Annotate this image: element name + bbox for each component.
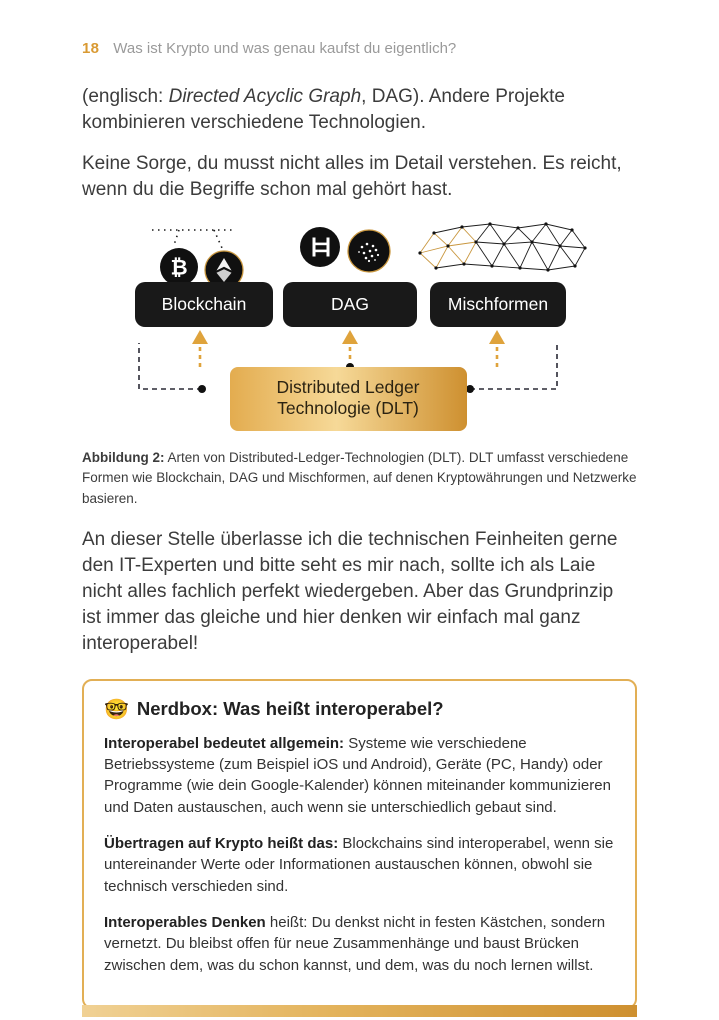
bitcoin-icon <box>160 248 198 286</box>
nerdbox-item-lead: Interoperables Denken <box>104 913 266 931</box>
svg-text:Blockchain: Blockchain <box>161 294 247 315</box>
dag-box <box>283 282 417 327</box>
figure-caption <box>82 448 637 509</box>
dlt-diagram <box>82 217 637 442</box>
paragraph-dag-italic: Directed Acyclic Graph <box>168 86 362 107</box>
page-footer-bar <box>82 1005 637 1017</box>
figure-caption-label: Abbildung 2: <box>82 450 165 466</box>
hedera-icon <box>300 227 340 267</box>
paragraph-interoperabel: An dieser Stelle überlasse ich die technischen Feinheiten gerne den IT-Experten und bitte seht es mir nach, sollte ich als Laie nicht alles fachlich perfekt wiedergeben. Aber das Grundprinzip ist immer das gleiche und hier denken wir einfach mal ganz interoperabel! <box>82 528 618 654</box>
mesh-network-icon <box>418 222 586 271</box>
nerdbox-item-text: Blockchains sind interoperabel, wenn sie untereinander Werte oder Informationen austauschen können, obwohl sie technisch verschieden sind. <box>104 835 614 895</box>
iota-icon <box>348 230 390 272</box>
svg-text:Technologie (DLT): Technologie (DLT) <box>277 398 419 419</box>
paragraph-dag <box>82 84 637 136</box>
page-header <box>82 40 637 57</box>
gold-arrows <box>192 330 505 367</box>
blockchain-box <box>135 282 273 327</box>
nerdbox-item-lead: Interoperabel bedeutet allgemein: <box>104 734 345 752</box>
nerdbox-item <box>104 733 615 818</box>
svg-text:Distributed Ledger: Distributed Ledger <box>276 377 420 398</box>
dotted-decoration <box>152 230 234 248</box>
nerdbox <box>82 679 637 1009</box>
nerdbox-item-lead: Übertragen auf Krypto heißt das: <box>104 835 339 853</box>
nerdbox-item-text: Systeme wie verschiedene Betriebssysteme (zum Beispiel iOS und Android), Geräte (PC, Handy) oder Programme (wie dein Google-Kalender) können miteinander kommunizieren und Daten austauschen, auch wenn sie unterschiedlich gebaut sind. <box>104 734 611 816</box>
nerdbox-item <box>104 833 615 897</box>
mischformen-box <box>430 282 566 327</box>
paragraph-keine-sorge: Keine Sorge, du musst nicht alles im Detail verstehen. Es reicht, wenn du die Begriffe schon mal gehört hast. <box>82 153 622 201</box>
nerdbox-item-text: heißt: Du denkst nicht in festen Kästchen, sondern vernetzt. Du bleibst offen für neue Zusammenhänge und baust Brücken zwischen dem, was du schon kannst, und dem, was du noch lernen willst. <box>104 913 606 974</box>
svg-text:DAG: DAG <box>331 294 369 315</box>
dlt-box <box>230 367 467 431</box>
nerdbox-title: Nerdbox: Was heißt interoperabel? <box>136 698 444 720</box>
paragraph-dag-pre: (englisch: <box>82 86 169 107</box>
nerdbox-item <box>104 912 615 976</box>
nerd-face-icon: 🤓 <box>104 698 129 721</box>
svg-text:Mischformen: Mischformen <box>447 294 549 315</box>
figure-caption-text: Arten von Distributed-Ledger-Technologien (DLT). DLT umfasst verschiedene Formen wie Blockchain, DAG und Mischformen, auf denen Kryptowährungen und Netzwerke basieren. <box>82 450 637 506</box>
nerdbox-title-row <box>104 697 615 722</box>
page-number: 18 <box>82 40 100 57</box>
paragraph-dag-post: , DAG). Andere Projekte kombinieren verschiedene Technologien. <box>82 86 565 134</box>
svg-text:₿: ₿ <box>170 256 188 280</box>
chapter-title: Was ist Krypto und was genau kaufst du eigentlich? <box>113 40 457 57</box>
dlt-diagram-svg <box>82 217 637 437</box>
